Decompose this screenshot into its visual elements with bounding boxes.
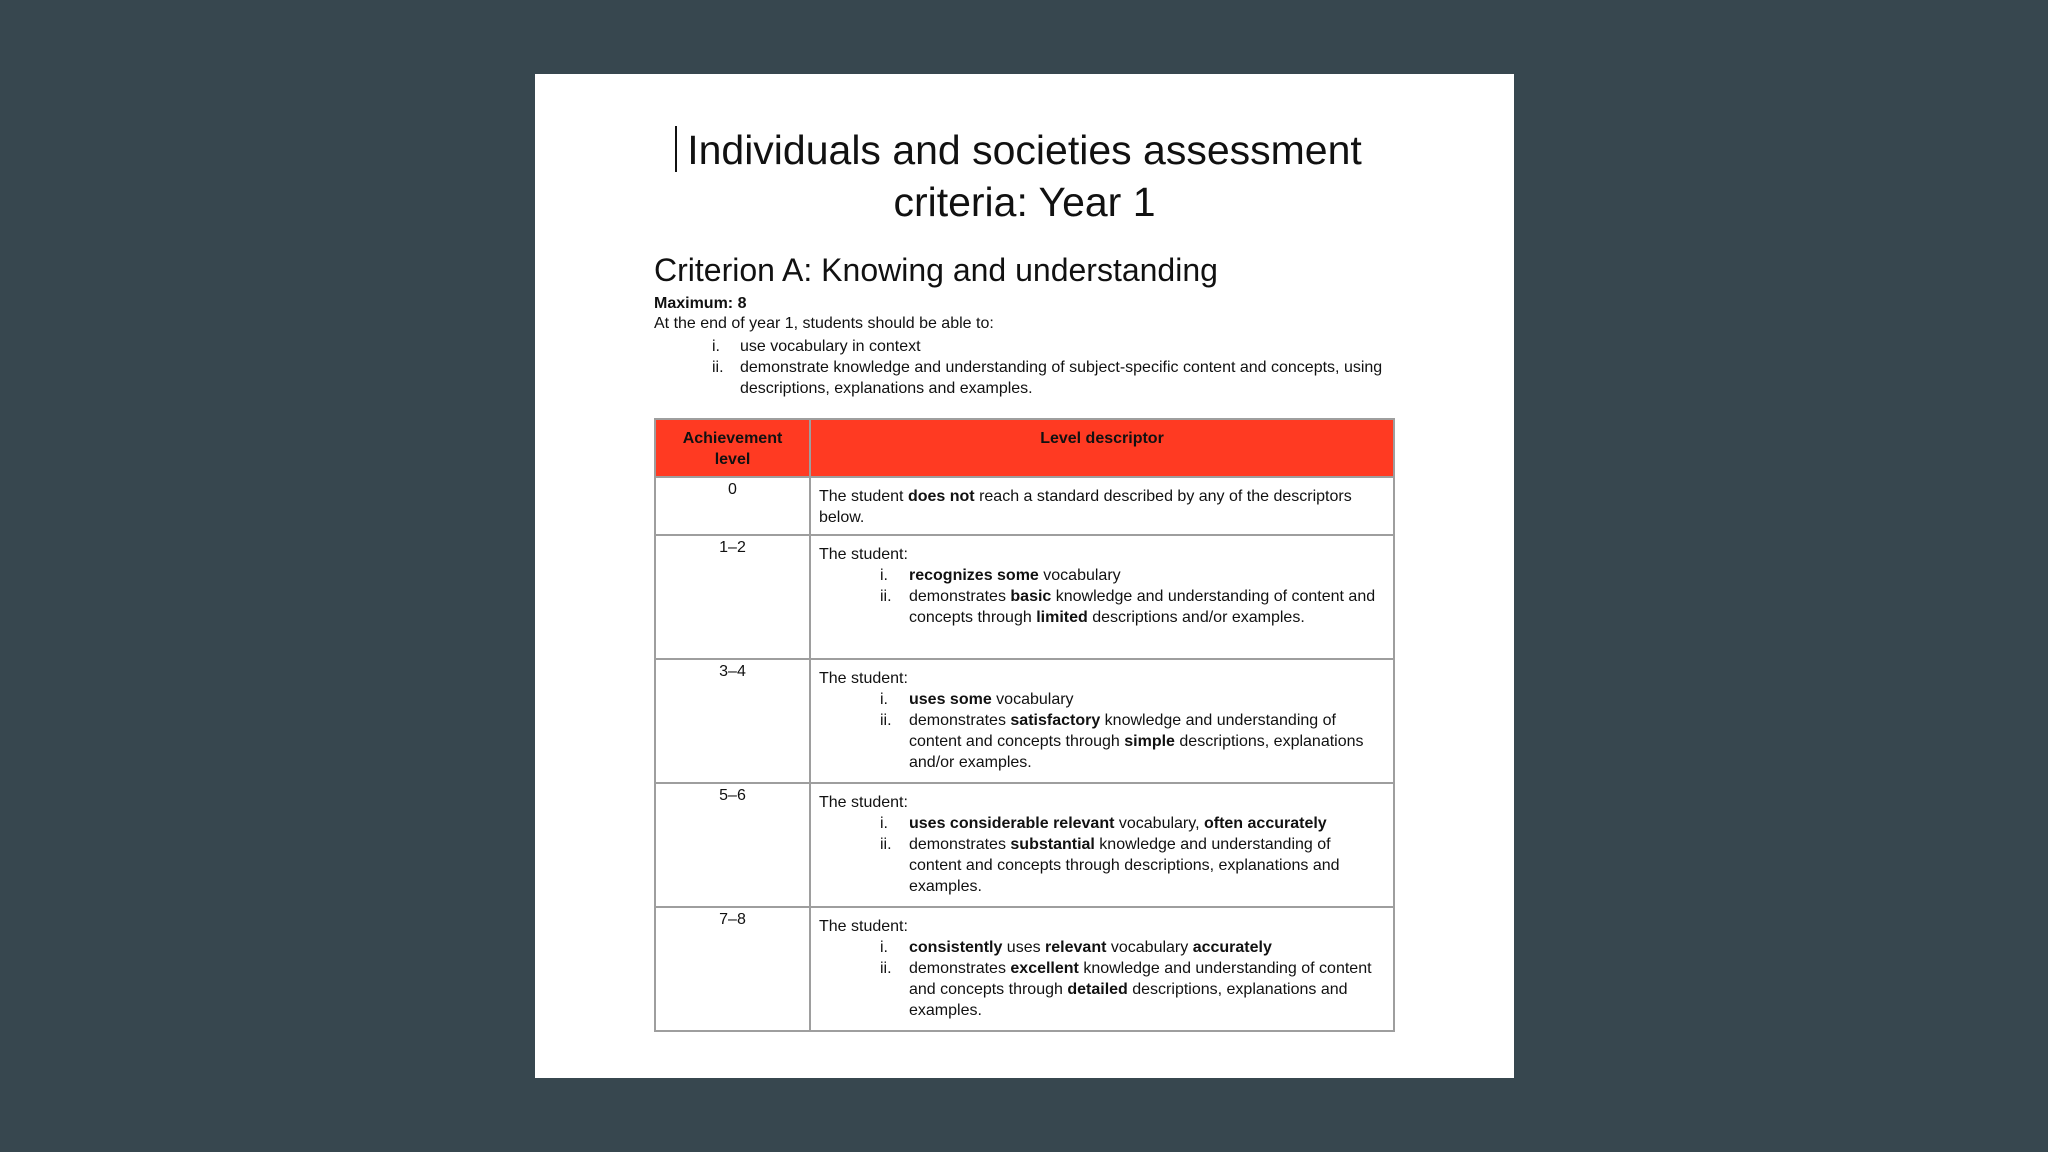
descriptor-text: descriptions, explanations and examples. bbox=[909, 981, 1348, 1019]
criterion-heading: Criterion A: Knowing and understanding bbox=[654, 252, 1218, 288]
descriptor-lead: The student: bbox=[819, 794, 908, 811]
emphasis-text: recognizes some bbox=[909, 567, 1039, 584]
descriptor-item-text bbox=[909, 565, 1385, 586]
objective-number: i. bbox=[712, 338, 720, 355]
descriptor-item bbox=[819, 937, 1385, 958]
level-descriptor-cell bbox=[810, 907, 1394, 1031]
emphasis-text: substantial bbox=[1010, 836, 1095, 853]
header-level-descriptor: Level descriptor bbox=[810, 419, 1394, 477]
objectives-list bbox=[712, 336, 1412, 399]
descriptor-item-number: ii. bbox=[880, 588, 892, 605]
emphasis-text: basic bbox=[1010, 588, 1052, 605]
descriptor-item-number: i. bbox=[880, 939, 888, 956]
maximum-score: Maximum: 8 bbox=[654, 295, 747, 312]
achievement-level-cell: 5–6 bbox=[655, 783, 810, 907]
descriptor-item-number: ii. bbox=[880, 960, 892, 977]
descriptor-item-number: i. bbox=[880, 567, 888, 584]
descriptor-lead: The student: bbox=[819, 546, 908, 563]
intro-text: At the end of year 1, students should be able to: bbox=[654, 315, 994, 332]
descriptor-item-text bbox=[909, 586, 1385, 628]
descriptor-text: knowledge and understanding of content and concepts through bbox=[909, 960, 1372, 998]
emphasis-text: satisfactory bbox=[1010, 712, 1101, 729]
descriptor-item-number: i. bbox=[880, 691, 888, 708]
descriptor-item-text bbox=[909, 710, 1385, 773]
descriptor-text: demonstrates bbox=[909, 960, 1011, 977]
emphasis-text: detailed bbox=[1067, 981, 1128, 998]
descriptor-item bbox=[819, 710, 1385, 773]
table-row bbox=[655, 907, 1394, 1031]
emphasis-text: simple bbox=[1124, 733, 1175, 750]
descriptor-text: demonstrates bbox=[909, 588, 1011, 605]
document-page bbox=[535, 74, 1514, 1078]
descriptor-text: vocabulary bbox=[1038, 567, 1121, 584]
descriptor-text: descriptions and/or examples. bbox=[1087, 609, 1305, 626]
header-achievement-level: Achievement level bbox=[655, 419, 810, 477]
descriptor-lead: The student: bbox=[819, 670, 908, 687]
descriptor-text: knowledge and understanding of content and concepts through bbox=[909, 588, 1376, 626]
table-header-row bbox=[655, 419, 1394, 477]
descriptor-text: vocabulary bbox=[991, 691, 1074, 708]
descriptor-item-text bbox=[909, 937, 1385, 958]
emphasis-text: uses considerable relevant bbox=[909, 815, 1115, 832]
objective-text: use vocabulary in context bbox=[740, 338, 921, 355]
descriptor-item-number: ii. bbox=[880, 836, 892, 853]
level-descriptor-cell bbox=[810, 477, 1394, 535]
rubric-table bbox=[654, 418, 1395, 1032]
descriptor-text: knowledge and understanding of content and concepts through descriptions, explanations and examples. bbox=[909, 836, 1340, 895]
table-row bbox=[655, 659, 1394, 783]
descriptor-item-number: i. bbox=[880, 815, 888, 832]
level-descriptor-cell bbox=[810, 783, 1394, 907]
descriptor-text: descriptions, explanations and/or examples. bbox=[909, 733, 1364, 771]
descriptor-text: vocabulary, bbox=[1114, 815, 1204, 832]
descriptor-text: The student bbox=[819, 488, 908, 505]
achievement-level-cell: 1–2 bbox=[655, 535, 810, 659]
objective-text: demonstrate knowledge and understanding of subject-specific content and concepts, using descriptions, explanations and examples. bbox=[740, 359, 1383, 397]
descriptor-item bbox=[819, 586, 1385, 628]
table-row bbox=[655, 783, 1394, 907]
achievement-level-cell: 7–8 bbox=[655, 907, 810, 1031]
page-title-line-2: criteria: Year 1 bbox=[893, 179, 1156, 225]
descriptor-item bbox=[819, 813, 1385, 834]
emphasis-text: accurately bbox=[1192, 939, 1272, 956]
achievement-level-cell: 0 bbox=[655, 477, 810, 535]
emphasis-text: relevant bbox=[1045, 939, 1107, 956]
descriptor-text: demonstrates bbox=[909, 836, 1011, 853]
descriptor-text: knowledge and understanding of content and concepts through bbox=[909, 712, 1336, 750]
level-descriptor-cell bbox=[810, 535, 1394, 659]
descriptor-item-text bbox=[909, 834, 1385, 897]
descriptor-text: reach a standard described by any of the descriptors below. bbox=[819, 488, 1352, 526]
emphasis-text: does not bbox=[907, 488, 975, 505]
text-cursor bbox=[675, 126, 677, 172]
descriptor-lead: The student: bbox=[819, 918, 908, 935]
rubric-body bbox=[655, 477, 1394, 1031]
descriptor-text: uses bbox=[1002, 939, 1046, 956]
objective-number: ii. bbox=[712, 359, 724, 376]
descriptor-item-number: ii. bbox=[880, 712, 892, 729]
descriptor-item-text bbox=[909, 958, 1385, 1021]
descriptor-item-text bbox=[909, 813, 1385, 834]
descriptor-item bbox=[819, 958, 1385, 1021]
emphasis-text: uses some bbox=[909, 691, 992, 708]
descriptor-item bbox=[819, 565, 1385, 586]
emphasis-text: often accurately bbox=[1203, 815, 1327, 832]
emphasis-text: excellent bbox=[1010, 960, 1079, 977]
achievement-level-cell: 3–4 bbox=[655, 659, 810, 783]
descriptor-item bbox=[819, 689, 1385, 710]
objective-item bbox=[712, 357, 1412, 399]
descriptor-text: vocabulary bbox=[1106, 939, 1193, 956]
table-row bbox=[655, 477, 1394, 535]
descriptor-text: demonstrates bbox=[909, 712, 1011, 729]
level-descriptor-cell bbox=[810, 659, 1394, 783]
objective-item bbox=[712, 336, 1412, 357]
emphasis-text: consistently bbox=[909, 939, 1003, 956]
table-row bbox=[655, 535, 1394, 659]
emphasis-text: limited bbox=[1036, 609, 1088, 626]
page-title bbox=[535, 124, 1514, 228]
descriptor-item bbox=[819, 834, 1385, 897]
descriptor-item-text bbox=[909, 689, 1385, 710]
page-title-line-1: Individuals and societies assessment bbox=[687, 127, 1362, 173]
